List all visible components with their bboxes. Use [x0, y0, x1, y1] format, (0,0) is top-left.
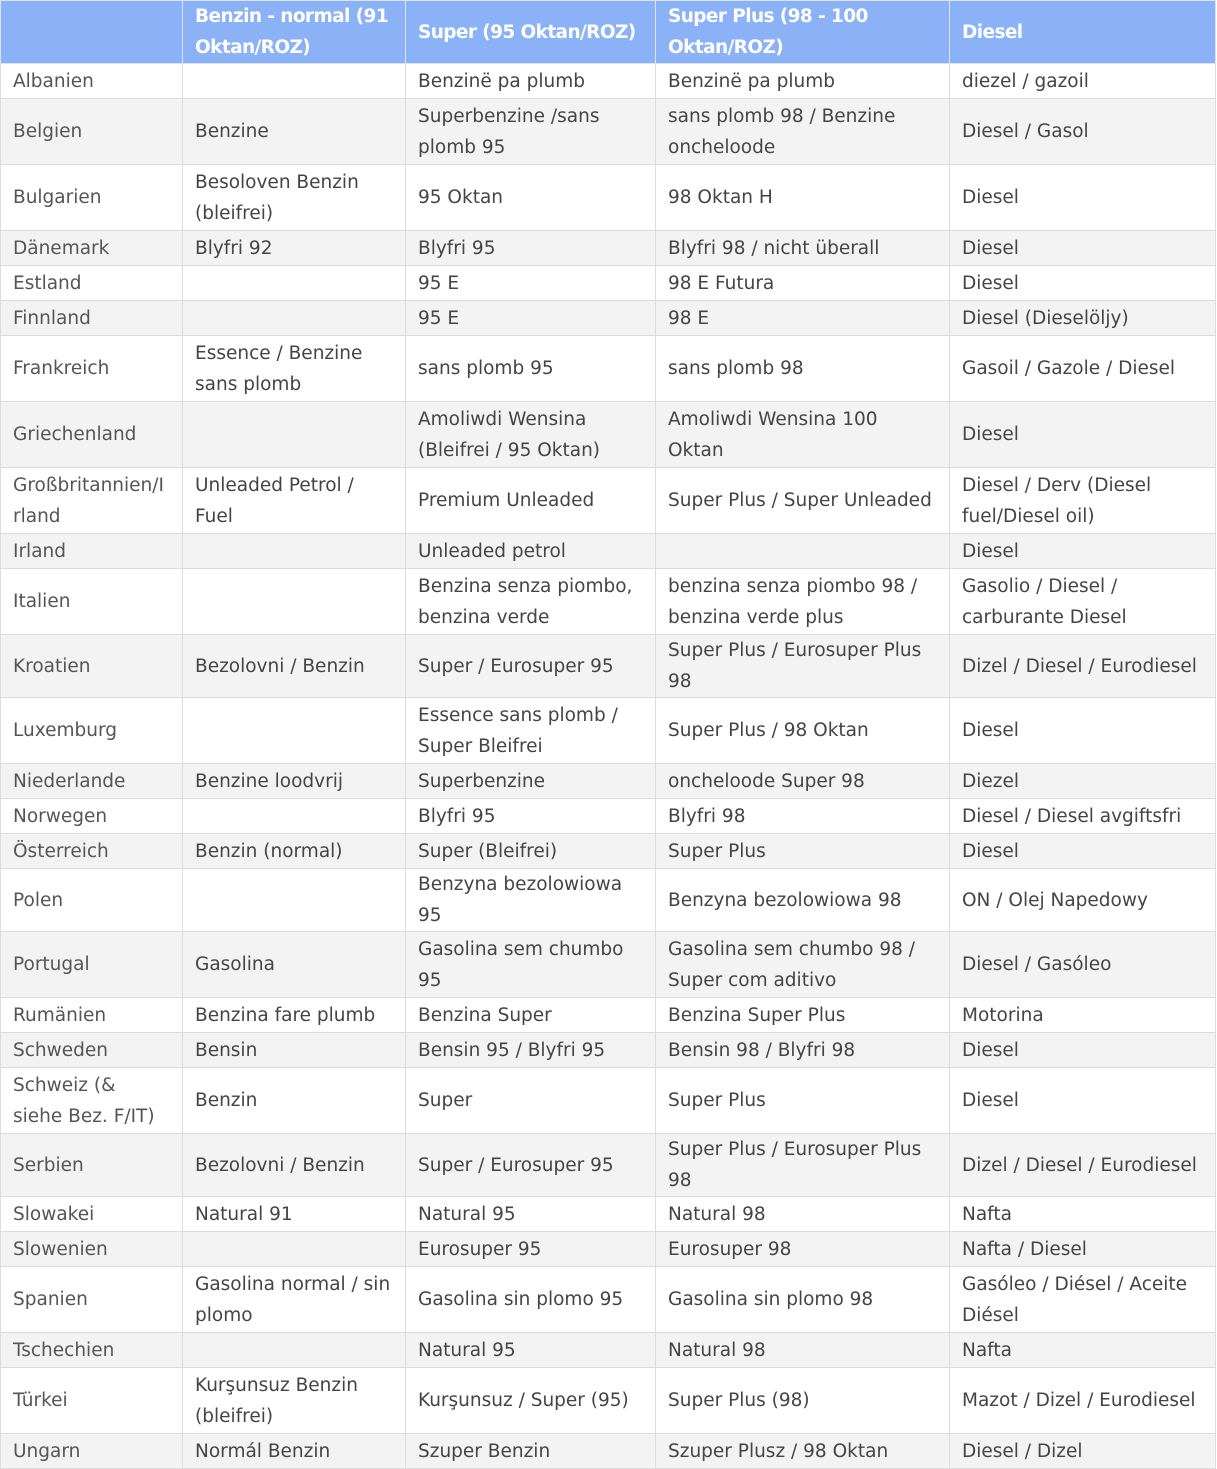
cell-super: Super [406, 1068, 656, 1134]
cell-super: Benzina Super [406, 998, 656, 1033]
header-diesel: Diesel [950, 1, 1216, 64]
cell-diesel: Diesel [950, 1068, 1216, 1134]
table-row [1, 336, 1216, 402]
cell-super: Amoliwdi Wensina (Bleifrei / 95 Oktan) [406, 402, 656, 468]
cell-country: Niederlande [1, 764, 183, 799]
cell-diesel: Diesel [950, 698, 1216, 764]
cell-super-plus: Szuper Plusz / 98 Oktan [656, 1434, 950, 1469]
cell-benzin-normal [183, 301, 406, 336]
cell-super: Superbenzine /sans plomb 95 [406, 99, 656, 165]
cell-super: Blyfri 95 [406, 231, 656, 266]
header-super: Super (95 Oktan/ROZ) [406, 1, 656, 64]
cell-country: Großbritannien/Irland [1, 468, 183, 534]
cell-benzin-normal [183, 1232, 406, 1267]
cell-super: 95 E [406, 266, 656, 301]
cell-diesel: Dizel / Diesel / Eurodiesel [950, 1134, 1216, 1197]
cell-super-plus: 98 E [656, 301, 950, 336]
cell-super-plus: oncheloode Super 98 [656, 764, 950, 799]
cell-super-plus: Super Plus / Super Unleaded [656, 468, 950, 534]
cell-diesel: Gasóleo / Diésel / Aceite Diésel [950, 1267, 1216, 1333]
cell-super: Gasolina sem chumbo 95 [406, 932, 656, 998]
cell-super-plus: Super Plus (98) [656, 1368, 950, 1434]
cell-super-plus: Eurosuper 98 [656, 1232, 950, 1267]
table-row [1, 869, 1216, 932]
cell-benzin-normal: Benzin (normal) [183, 834, 406, 869]
cell-super-plus: Amoliwdi Wensina 100 Oktan [656, 402, 950, 468]
cell-diesel: Diesel [950, 266, 1216, 301]
cell-benzin-normal: Natural 91 [183, 1197, 406, 1232]
table-row [1, 1267, 1216, 1333]
cell-benzin-normal: Bezolovni / Benzin [183, 1134, 406, 1197]
cell-country: Spanien [1, 1267, 183, 1333]
cell-diesel: Gasoil / Gazole / Diesel [950, 336, 1216, 402]
cell-super: sans plomb 95 [406, 336, 656, 402]
cell-diesel: Diesel [950, 1033, 1216, 1068]
cell-benzin-normal [183, 698, 406, 764]
cell-super-plus: Benzina Super Plus [656, 998, 950, 1033]
table-row [1, 1068, 1216, 1134]
cell-super: Benzinë pa plumb [406, 64, 656, 99]
cell-diesel: Diesel (Dieselöljy) [950, 301, 1216, 336]
cell-super: Unleaded petrol [406, 534, 656, 569]
cell-benzin-normal [183, 869, 406, 932]
cell-country: Norwegen [1, 799, 183, 834]
cell-super: Natural 95 [406, 1197, 656, 1232]
cell-super: Blyfri 95 [406, 799, 656, 834]
cell-benzin-normal [183, 1333, 406, 1368]
table-row [1, 468, 1216, 534]
cell-country: Ungarn [1, 1434, 183, 1469]
cell-super: 95 E [406, 301, 656, 336]
cell-super-plus: 98 E Futura [656, 266, 950, 301]
cell-country: Italien [1, 569, 183, 635]
cell-country: Finnland [1, 301, 183, 336]
table-row [1, 1232, 1216, 1267]
cell-country: Bulgarien [1, 165, 183, 231]
cell-diesel: Diesel / Diesel avgiftsfri [950, 799, 1216, 834]
cell-diesel: Diesel [950, 834, 1216, 869]
cell-benzin-normal: Gasolina [183, 932, 406, 998]
cell-super-plus: Gasolina sem chumbo 98 / Super com aditivo [656, 932, 950, 998]
cell-diesel: Mazot / Dizel / Eurodiesel [950, 1368, 1216, 1434]
cell-super-plus: Natural 98 [656, 1333, 950, 1368]
cell-super: Gasolina sin plomo 95 [406, 1267, 656, 1333]
cell-diesel: Motorina [950, 998, 1216, 1033]
cell-diesel: Diesel [950, 534, 1216, 569]
cell-benzin-normal [183, 534, 406, 569]
cell-benzin-normal: Normál Benzin [183, 1434, 406, 1469]
cell-country: Portugal [1, 932, 183, 998]
cell-super-plus: Natural 98 [656, 1197, 950, 1232]
table-row [1, 569, 1216, 635]
cell-country: Schweden [1, 1033, 183, 1068]
cell-super-plus: sans plomb 98 / Benzine oncheloode [656, 99, 950, 165]
cell-diesel: Nafta / Diesel [950, 1232, 1216, 1267]
table-row [1, 834, 1216, 869]
cell-country: Türkei [1, 1368, 183, 1434]
cell-country: Rumänien [1, 998, 183, 1033]
table-header-row [1, 1, 1216, 64]
table-row [1, 1434, 1216, 1469]
cell-super-plus: Gasolina sin plomo 98 [656, 1267, 950, 1333]
cell-benzin-normal: Benzina fare plumb [183, 998, 406, 1033]
cell-country: Dänemark [1, 231, 183, 266]
table-row [1, 402, 1216, 468]
cell-super: Benzina senza piombo, benzina verde [406, 569, 656, 635]
cell-super: Natural 95 [406, 1333, 656, 1368]
cell-super: 95 Oktan [406, 165, 656, 231]
cell-super-plus: Super Plus [656, 1068, 950, 1134]
cell-country: Slowenien [1, 1232, 183, 1267]
cell-super: Super / Eurosuper 95 [406, 1134, 656, 1197]
cell-super: Kurşunsuz / Super (95) [406, 1368, 656, 1434]
cell-benzin-normal: Bezolovni / Benzin [183, 635, 406, 698]
table-row [1, 165, 1216, 231]
cell-diesel: Diesel / Gasóleo [950, 932, 1216, 998]
cell-diesel: Diesel [950, 165, 1216, 231]
cell-country: Belgien [1, 99, 183, 165]
header-benzin-normal: Benzin - normal (91 Oktan/ROZ) [183, 1, 406, 64]
cell-country: Slowakei [1, 1197, 183, 1232]
cell-diesel: Nafta [950, 1197, 1216, 1232]
table-row [1, 301, 1216, 336]
table-row [1, 635, 1216, 698]
cell-super-plus: Blyfri 98 / nicht überall [656, 231, 950, 266]
cell-benzin-normal: Besoloven Benzin (bleifrei) [183, 165, 406, 231]
cell-super-plus: Benzyna bezolowiowa 98 [656, 869, 950, 932]
table-row [1, 99, 1216, 165]
cell-super: Super (Bleifrei) [406, 834, 656, 869]
table-row [1, 698, 1216, 764]
cell-country: Österreich [1, 834, 183, 869]
cell-super-plus: Super Plus / 98 Oktan [656, 698, 950, 764]
cell-country: Schweiz (& siehe Bez. F/IT) [1, 1068, 183, 1134]
table-row [1, 1033, 1216, 1068]
cell-diesel: Diesel [950, 231, 1216, 266]
table-row [1, 534, 1216, 569]
table-body [1, 64, 1216, 1469]
table-row [1, 998, 1216, 1033]
cell-benzin-normal: Bensin [183, 1033, 406, 1068]
cell-diesel: Diesel / Derv (Diesel fuel/Diesel oil) [950, 468, 1216, 534]
cell-super: Super / Eurosuper 95 [406, 635, 656, 698]
cell-super: Benzyna bezolowiowa 95 [406, 869, 656, 932]
cell-benzin-normal [183, 64, 406, 99]
cell-diesel: Diesel [950, 402, 1216, 468]
cell-diesel: Diezel [950, 764, 1216, 799]
cell-country: Albanien [1, 64, 183, 99]
cell-benzin-normal [183, 569, 406, 635]
cell-diesel: diezel / gazoil [950, 64, 1216, 99]
cell-super-plus: benzina senza piombo 98 / benzina verde plus [656, 569, 950, 635]
cell-super-plus: Super Plus [656, 834, 950, 869]
cell-country: Tschechien [1, 1333, 183, 1368]
cell-diesel: Gasolio / Diesel / carburante Diesel [950, 569, 1216, 635]
cell-super-plus [656, 534, 950, 569]
table-row [1, 64, 1216, 99]
cell-benzin-normal: Benzine loodvrij [183, 764, 406, 799]
cell-super: Szuper Benzin [406, 1434, 656, 1469]
cell-super-plus: sans plomb 98 [656, 336, 950, 402]
table-row [1, 1134, 1216, 1197]
cell-country: Estland [1, 266, 183, 301]
cell-country: Polen [1, 869, 183, 932]
cell-benzin-normal [183, 799, 406, 834]
cell-diesel: Dizel / Diesel / Eurodiesel [950, 635, 1216, 698]
cell-benzin-normal [183, 402, 406, 468]
cell-super-plus: Bensin 98 / Blyfri 98 [656, 1033, 950, 1068]
cell-super: Bensin 95 / Blyfri 95 [406, 1033, 656, 1068]
cell-country: Serbien [1, 1134, 183, 1197]
cell-benzin-normal [183, 266, 406, 301]
cell-diesel: ON / Olej Napedowy [950, 869, 1216, 932]
cell-country: Luxemburg [1, 698, 183, 764]
header-super-plus: Super Plus (98 - 100 Oktan/ROZ) [656, 1, 950, 64]
cell-benzin-normal: Gasolina normal / sin plomo [183, 1267, 406, 1333]
cell-super-plus: 98 Oktan H [656, 165, 950, 231]
cell-country: Frankreich [1, 336, 183, 402]
cell-super: Premium Unleaded [406, 468, 656, 534]
cell-country: Kroatien [1, 635, 183, 698]
table-row [1, 266, 1216, 301]
table-row [1, 1333, 1216, 1368]
cell-super: Eurosuper 95 [406, 1232, 656, 1267]
cell-super: Essence sans plomb / Super Bleifrei [406, 698, 656, 764]
cell-benzin-normal: Benzine [183, 99, 406, 165]
cell-super-plus: Blyfri 98 [656, 799, 950, 834]
table-row [1, 932, 1216, 998]
cell-super: Superbenzine [406, 764, 656, 799]
cell-benzin-normal: Kurşunsuz Benzin (bleifrei) [183, 1368, 406, 1434]
cell-super-plus: Super Plus / Eurosuper Plus 98 [656, 1134, 950, 1197]
table-row [1, 764, 1216, 799]
cell-benzin-normal: Benzin [183, 1068, 406, 1134]
cell-benzin-normal: Essence / Benzine sans plomb [183, 336, 406, 402]
cell-country: Irland [1, 534, 183, 569]
cell-benzin-normal: Unleaded Petrol / Fuel [183, 468, 406, 534]
table-row [1, 1197, 1216, 1232]
table-row [1, 799, 1216, 834]
cell-diesel: Nafta [950, 1333, 1216, 1368]
cell-super-plus: Benzinë pa plumb [656, 64, 950, 99]
cell-benzin-normal: Blyfri 92 [183, 231, 406, 266]
header-country [1, 1, 183, 64]
cell-super-plus: Super Plus / Eurosuper Plus 98 [656, 635, 950, 698]
cell-diesel: Diesel / Dizel [950, 1434, 1216, 1469]
table-row [1, 231, 1216, 266]
cell-country: Griechenland [1, 402, 183, 468]
table-row [1, 1368, 1216, 1434]
cell-diesel: Diesel / Gasol [950, 99, 1216, 165]
